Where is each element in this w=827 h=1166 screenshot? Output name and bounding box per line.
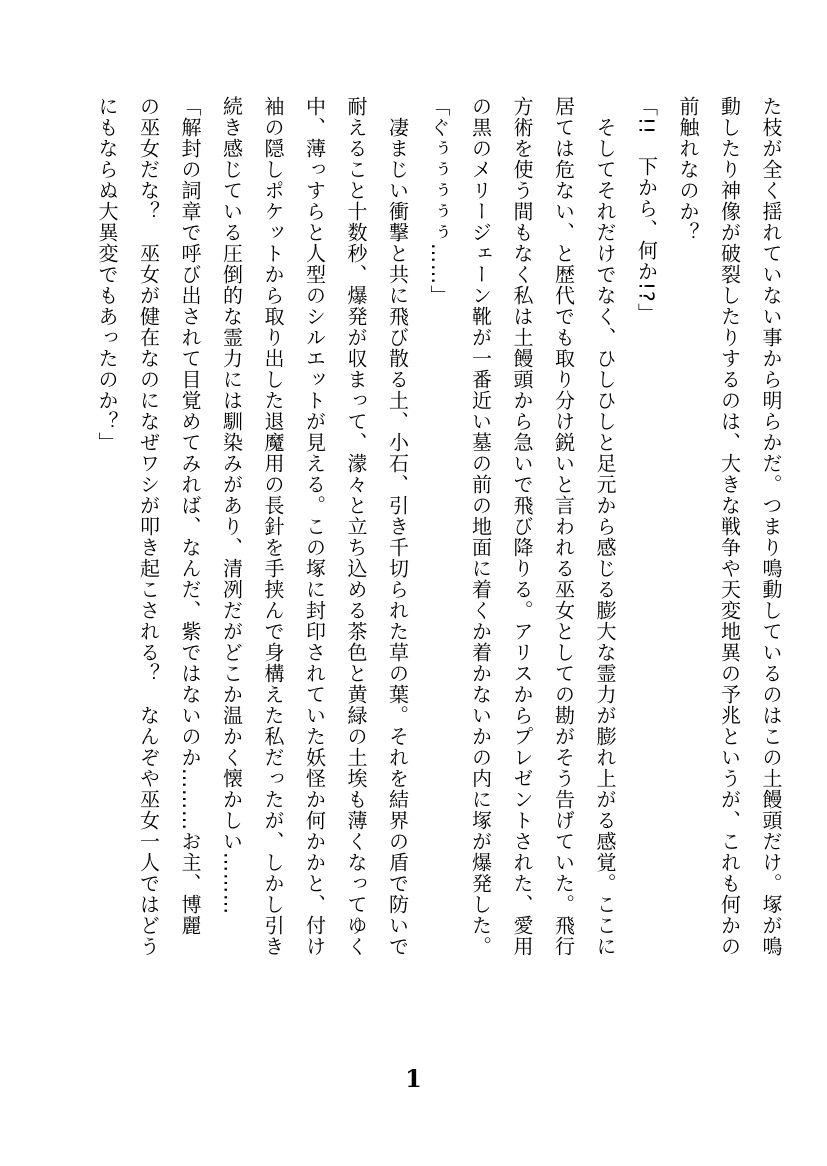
vertical-text-body xyxy=(29,96,791,1036)
text-line: 「!! 下から、何か!?」 xyxy=(634,96,659,324)
text-line: にもならぬ大異変でもあったのか？」 xyxy=(95,96,119,453)
text-line: の黒のメリージェーン靴が一番近い墓の前の地面に着くか着かないかの内に塚が爆発した。 xyxy=(468,96,493,957)
text-line: 中、薄っすらと人型のシルエットが見える。この塚に封印されていた妖怪か何かかと、付け xyxy=(302,96,327,957)
text-line: の巫女だな？ 巫女が健在なのになぜワシが叩き起こされる？ なんぞや巫女一人ではどう xyxy=(136,96,161,957)
text-line: 動したり神像が破裂したりするのは、大きな戦争や天変地異の予兆というが、これも何かの xyxy=(717,96,742,957)
text-line: 方術を使う間もなく私は土饅頭から急いで飛び降りる。アリスからプレゼントされた、愛用 xyxy=(510,96,534,957)
text-line: 耐えること十数秒、爆発が収まって、濛々と立ち込める茶色と黄緑の土埃も薄くなってゆく xyxy=(344,96,368,957)
text-line: 続き感じている圧倒的な霊力には馴染みがあり、清冽だがどこか温かく懐かしい……… xyxy=(219,96,244,915)
text-line: 「ぐぅぅぅぅぅ……」 xyxy=(427,96,451,306)
text-line: 袖の隠しポケットから取り出した退魔用の長針を手挟んで身構えた私だったが、しかし引き xyxy=(261,96,285,957)
text-line: そしてそれだけでなく、ひしひしと足元から感じる膨大な霊力が膨れ上がる感覚。ここに xyxy=(593,96,617,957)
text-line: 凄まじい衝撃と共に飛び散る土、小石、引き千切られた草の葉。それを結界の盾で防いで xyxy=(385,96,410,957)
text-line: 前触れなのか？ xyxy=(676,96,700,243)
text-line: 「解封の詞章で呼び出されて目覚めてみれば、なんだ、紫ではないのか………お主、博麗 xyxy=(178,96,202,936)
text-line: た枝が全く揺れていない事から明らかだ。つまり鳴動しているのはこの土饅頭だけ。塚が鳴 xyxy=(759,96,783,957)
text-line: 居ては危ない、と歴代でも取り分け鋭いと言われる巫女としての勘がそう告げていた。飛行 xyxy=(551,96,576,957)
page-number: 1 xyxy=(405,1064,422,1093)
